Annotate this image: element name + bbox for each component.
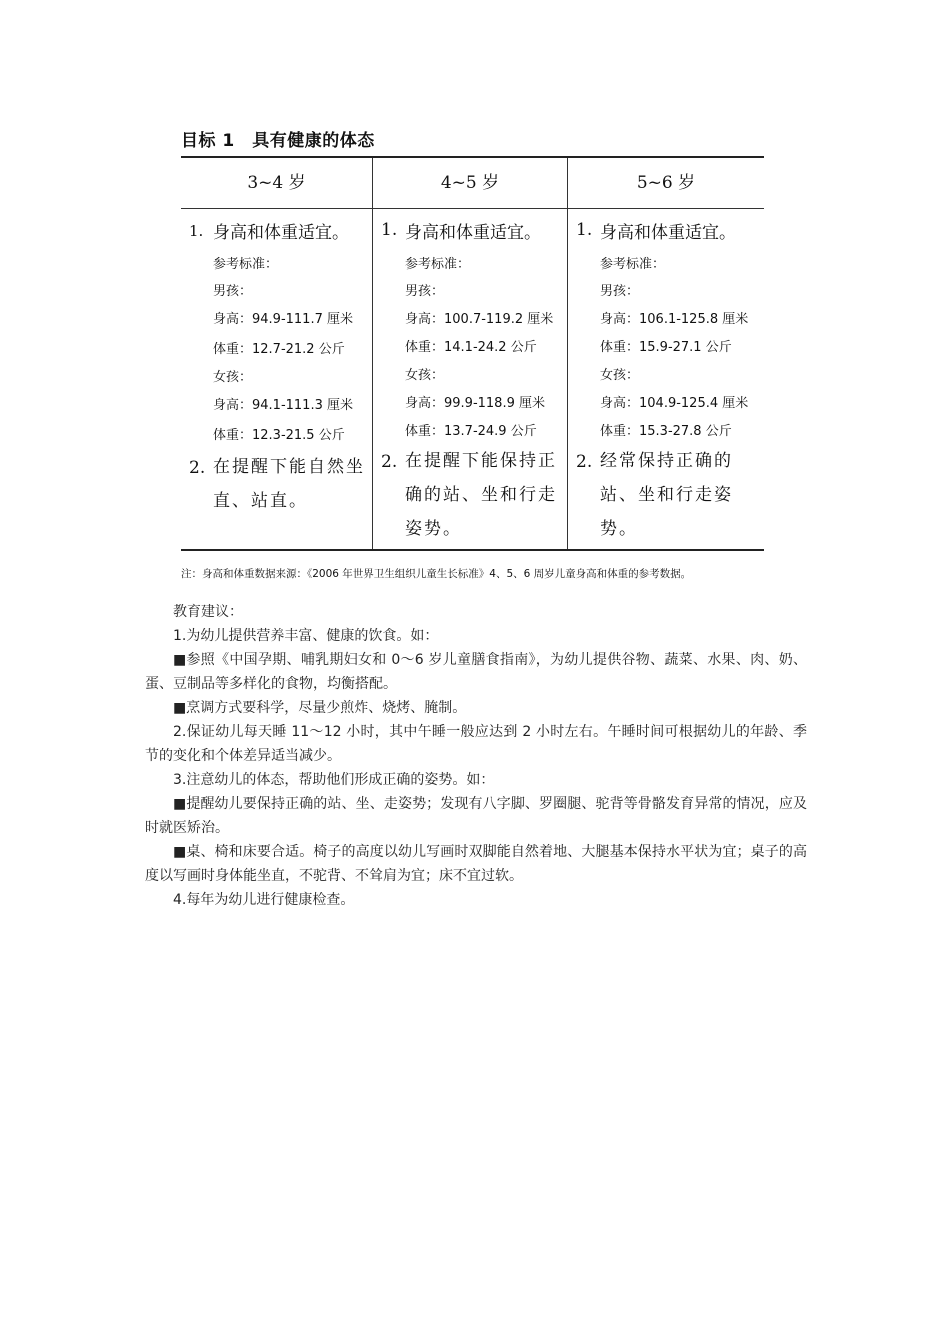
boy-height: 身高：106.1-125.8 厘米	[600, 312, 749, 327]
ref-label: 参考标准：	[405, 257, 471, 272]
item-number: 2.	[381, 452, 398, 472]
item-2-text: 在提醒下能保持正确的站、坐和行走姿势。	[405, 451, 557, 539]
item-2-text: 在提醒下能自然坐直、站直。	[213, 457, 365, 511]
girl-height: 身高：99.9-118.9 厘米	[405, 396, 545, 411]
item-number: 1.	[381, 220, 398, 240]
item-number: 2.	[189, 458, 206, 478]
table-footnote: 注：身高和体重数据来源：《2006 年世界卫生组织儿童生长标准》4、5、6 周岁儿童身高和体重的参考数据。	[181, 568, 692, 580]
girl-label: 女孩：	[213, 370, 253, 385]
item-number: 1.	[189, 222, 204, 240]
boy-weight: 体重：12.7-21.2 公斤	[213, 342, 345, 357]
header-age-5-6: 5~6 岁	[636, 173, 696, 193]
goal-title: 目标 1 具有健康的体态	[181, 131, 375, 151]
boy-label: 男孩：	[600, 284, 640, 299]
header-age-3-4: 3~4 岁	[247, 173, 306, 193]
item-1-text: 身高和体重适宜。	[600, 223, 736, 243]
item-number: 2.	[576, 452, 593, 472]
table-cell-age-5-6	[568, 208, 764, 547]
item-1-text: 身高和体重适宜。	[213, 223, 349, 243]
header-age-4-5: 4~5 岁	[440, 173, 500, 193]
table-cell-age-4-5	[373, 208, 567, 547]
paragraph: ■提醒幼儿要保持正确的站、坐、走姿势；发现有八字脚、罗圈腿、驼背等骨骼发育异常的情况，应及时就医矫治。	[145, 796, 807, 836]
table-cell-age-3-4	[181, 208, 372, 547]
section-heading: 教育建议：	[173, 604, 243, 620]
paragraph: 4.每年为幼儿进行健康检查。	[173, 892, 355, 908]
boy-label: 男孩：	[405, 284, 445, 299]
boy-height: 身高：94.9-111.7 厘米	[213, 312, 353, 327]
girl-weight: 体重：15.3-27.8 公斤	[600, 424, 732, 439]
boy-label: 男孩：	[213, 284, 253, 299]
paragraph: 3.注意幼儿的体态，帮助他们形成正确的姿势。如：	[173, 772, 495, 788]
education-suggestions	[145, 600, 807, 912]
girl-height: 身高：104.9-125.4 厘米	[600, 396, 749, 411]
item-2-text: 经常保持正确的站、坐和行走姿势。	[600, 451, 733, 539]
girl-label: 女孩：	[600, 368, 640, 383]
boy-height: 身高：100.7-119.2 厘米	[405, 312, 554, 327]
ref-label: 参考标准：	[213, 257, 279, 272]
girl-label: 女孩：	[405, 368, 445, 383]
boy-weight: 体重：15.9-27.1 公斤	[600, 340, 732, 355]
paragraph: 2.保证幼儿每天睡 11～12 小时，其中午睡一般应达到 2 小时左右。午睡时间可根据幼儿的年龄、季节的变化和个体差异适当减少。	[145, 724, 807, 764]
paragraph: ■桌、椅和床要合适。椅子的高度以幼儿写画时双脚能自然着地、大腿基本保持水平状为宜；桌子的高度以写画时身体能坐直，不驼背、不耸肩为宜；床不宜过软。	[145, 844, 807, 884]
item-number: 1.	[576, 220, 593, 240]
girl-height: 身高：94.1-111.3 厘米	[213, 398, 353, 413]
ref-label: 参考标准：	[600, 257, 666, 272]
item-1-text: 身高和体重适宜。	[405, 223, 541, 243]
paragraph: ■参照《中国孕期、哺乳期妇女和 0～6 岁儿童膳食指南》，为幼儿提供谷物、蔬菜、水果、肉、奶、蛋、豆制品等多样化的食物，均衡搭配。	[145, 652, 807, 692]
paragraph: ■烹调方式要科学，尽量少煎炸、烧烤、腌制。	[173, 700, 467, 716]
girl-weight: 体重：13.7-24.9 公斤	[405, 424, 537, 439]
girl-weight: 体重：12.3-21.5 公斤	[213, 428, 345, 443]
goal-table	[181, 156, 764, 551]
boy-weight: 体重：14.1-24.2 公斤	[405, 340, 537, 355]
paragraph: 1.为幼儿提供营养丰富、健康的饮食。如：	[173, 628, 439, 644]
